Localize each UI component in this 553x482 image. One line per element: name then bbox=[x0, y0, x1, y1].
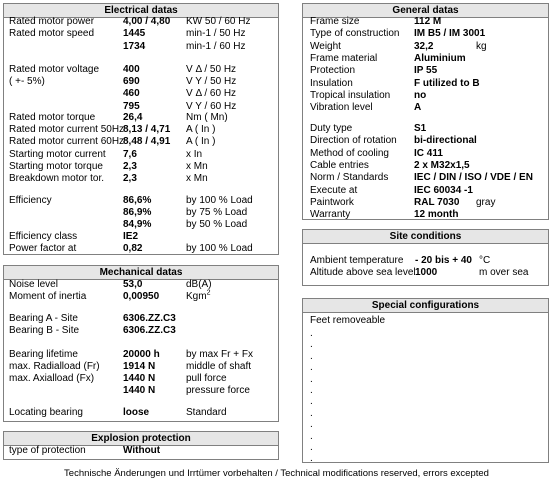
site-row-unit: m over sea bbox=[479, 267, 529, 278]
electrical-row-unit: min-1 / 60 Hz bbox=[186, 40, 246, 52]
general-row-value: 32,2 bbox=[414, 40, 434, 52]
electrical-row-unit: A ( In ) bbox=[186, 136, 216, 148]
electrical-row-value: 2,3 bbox=[123, 173, 137, 184]
general-row-value: IEC 60034 -1 bbox=[414, 184, 473, 196]
special-placeholder-line: . bbox=[310, 385, 313, 396]
electrical-row-value: 690 bbox=[123, 76, 140, 88]
special-placeholder-line: . bbox=[310, 453, 313, 465]
general-row-value: IP 55 bbox=[414, 65, 438, 77]
general-row-value: 12 month bbox=[414, 209, 459, 221]
electrical-row-value: 795 bbox=[123, 100, 140, 112]
electrical-row-unit: by 100 % Load bbox=[186, 195, 253, 206]
general-row-label: Duty type bbox=[310, 123, 353, 134]
mechanical-row-value: 1440 N bbox=[123, 373, 156, 384]
mechanical-row-unit: pull force bbox=[186, 373, 227, 384]
special-placeholder-line: . bbox=[310, 373, 313, 385]
general-row-value: 2 x M32x1,5 bbox=[414, 159, 470, 171]
general-row-value: IM B5 / IM 3001 bbox=[414, 28, 486, 40]
general-row-label: Execute at bbox=[310, 184, 358, 196]
unit-superscript: 2 bbox=[206, 289, 211, 297]
electrical-row-label: Breakdown motor tor. bbox=[9, 173, 105, 184]
electrical-row-value: 1734 bbox=[123, 40, 146, 52]
electrical-row-unit: x In bbox=[186, 148, 203, 160]
electrical-row-value: 86,6% bbox=[123, 195, 152, 206]
electrical-row-value: 26,4 bbox=[123, 112, 143, 123]
general-row-label: Norm / Standards bbox=[310, 172, 389, 184]
general-row-value: IC 411 bbox=[414, 147, 443, 159]
special-placeholder-line: . bbox=[310, 350, 313, 362]
general-row-value: A bbox=[414, 102, 422, 114]
electrical-row-label: Power factor at bbox=[9, 243, 77, 255]
site-row-value: 1000 bbox=[415, 267, 438, 278]
electrical-row-label: Rated motor current 50Hz bbox=[9, 124, 125, 136]
electrical-row-unit: V Y / 60 Hz bbox=[186, 100, 237, 112]
mechanical-row-label: Noise level bbox=[9, 279, 58, 290]
electrical-row-unit: V Y / 50 Hz bbox=[186, 76, 237, 88]
mechanical-row-value: 0,00950 bbox=[123, 291, 160, 302]
special-placeholder-line: . bbox=[310, 430, 313, 442]
mechanical-row-label: max. Radialload (Fr) bbox=[9, 361, 100, 372]
footer-note: Technische Änderungen und Irrtümer vorbehalten / Technical modifications reserved, errors excepted bbox=[64, 468, 489, 479]
electrical-row-label: ( +- 5%) bbox=[9, 76, 45, 88]
mechanical-row-value: 1440 N bbox=[123, 385, 156, 396]
electrical-row-value: 8,13 / 4,71 bbox=[123, 124, 171, 136]
special-placeholder-line: . bbox=[310, 419, 313, 431]
electrical-row-value: IE2 bbox=[123, 231, 139, 242]
electrical-row-value: 8,48 / 4,91 bbox=[123, 136, 171, 148]
general-row-value: Aluminium bbox=[414, 52, 466, 64]
general-title: General datas bbox=[303, 4, 548, 18]
general-row-label: Weight bbox=[310, 40, 341, 52]
electrical-row-unit: V Δ / 60 Hz bbox=[186, 88, 237, 100]
electrical-row-unit: by 75 % Load bbox=[186, 207, 248, 219]
general-row-label: Warranty bbox=[310, 209, 351, 221]
general-row-label: Tropical insulation bbox=[310, 89, 391, 101]
general-row-label: Paintwork bbox=[310, 196, 354, 208]
special-placeholder-line: . bbox=[310, 407, 313, 419]
mechanical-row-label: Bearing lifetime bbox=[9, 349, 78, 360]
electrical-row-label: Efficiency class bbox=[9, 231, 78, 242]
electrical-row-label: Starting motor torque bbox=[9, 160, 103, 172]
general-row-label: Method of cooling bbox=[310, 147, 389, 159]
electrical-row-label: Starting motor current bbox=[9, 148, 106, 160]
general-row-label: Vibration level bbox=[310, 102, 373, 114]
site-row-value: - 20 bis + 40 bbox=[415, 255, 472, 266]
explosion-label: type of protection bbox=[9, 445, 86, 456]
electrical-row-unit: V Δ / 50 Hz bbox=[186, 64, 237, 75]
general-row-value: 112 M bbox=[414, 16, 442, 27]
mechanical-row-label: Bearing B - Site bbox=[9, 325, 80, 336]
electrical-row-value: 4,00 / 4,80 bbox=[123, 16, 171, 27]
special-placeholder-line: . bbox=[310, 396, 313, 408]
site-title: Site conditions bbox=[303, 230, 548, 244]
general-row-label: Direction of rotation bbox=[310, 135, 397, 147]
mechanical-row-label: max. Axialload (Fx) bbox=[9, 373, 95, 384]
general-row-value: no bbox=[414, 89, 427, 101]
electrical-row-unit: min-1 / 50 Hz bbox=[186, 28, 246, 40]
mechanical-row-label: Bearing A - Site bbox=[9, 313, 78, 324]
general-row-unit: kg bbox=[476, 40, 487, 52]
special-first-item: Feet removeable bbox=[310, 315, 386, 326]
electrical-row-unit: x Mn bbox=[186, 160, 208, 172]
general-row-label: Protection bbox=[310, 65, 356, 77]
mechanical-row-unit: by max Fr + Fx bbox=[186, 349, 253, 360]
general-row-value: F utilized to B bbox=[414, 77, 480, 89]
electrical-row-unit: by 50 % Load bbox=[186, 219, 248, 231]
special-title: Special configurations bbox=[303, 299, 548, 313]
mechanical-row-value: 6306.ZZ.C3 bbox=[123, 325, 176, 336]
special-placeholder-line: . bbox=[310, 362, 313, 374]
electrical-row-label: Rated motor voltage bbox=[9, 64, 100, 75]
electrical-row-value: 460 bbox=[123, 88, 140, 100]
mechanical-row-value: 6306.ZZ.C3 bbox=[123, 313, 176, 324]
electrical-row-unit: by 100 % Load bbox=[186, 243, 253, 255]
mechanical-row-value: loose bbox=[123, 407, 150, 418]
electrical-row-value: 84,9% bbox=[123, 219, 152, 231]
general-row-label: Cable entries bbox=[310, 159, 369, 171]
electrical-row-label: Rated motor power bbox=[9, 16, 95, 27]
site-row-label: Ambient temperature bbox=[310, 255, 404, 266]
site-row-unit: °C bbox=[479, 255, 491, 266]
general-row-value: bi-directional bbox=[414, 135, 477, 147]
electrical-row-unit: A ( In ) bbox=[186, 124, 216, 136]
electrical-row-value: 2,3 bbox=[123, 160, 137, 172]
electrical-row-value: 1445 bbox=[123, 28, 146, 40]
special-placeholder-line: . bbox=[310, 442, 313, 453]
mechanical-row-value: 20000 h bbox=[123, 349, 160, 360]
mechanical-row-unit: Kgm$^2$ bbox=[186, 289, 211, 302]
electrical-row-label: Rated motor torque bbox=[9, 112, 96, 123]
electrical-row-value: 400 bbox=[123, 64, 140, 75]
explosion-title: Explosion protection bbox=[4, 432, 278, 446]
general-row-value: S1 bbox=[414, 123, 427, 134]
electrical-row-value: 0,82 bbox=[123, 243, 143, 255]
special-placeholder-line: . bbox=[310, 328, 313, 339]
mechanical-row-unit: dB(A) bbox=[186, 279, 212, 290]
mechanical-row-value: 1914 N bbox=[123, 361, 156, 372]
special-placeholder-line: . bbox=[310, 339, 313, 351]
general-row-label: Insulation bbox=[310, 77, 353, 89]
mechanical-title: Mechanical datas bbox=[4, 266, 278, 280]
general-row-label: Frame material bbox=[310, 52, 378, 64]
explosion-value: Without bbox=[123, 445, 161, 456]
general-row-unit: gray bbox=[476, 196, 496, 208]
electrical-title: Electrical datas bbox=[4, 4, 278, 18]
electrical-row-value: 7,6 bbox=[123, 148, 137, 160]
mechanical-row-label: Moment of inertia bbox=[9, 291, 87, 302]
site-row-label: Altitude above sea level bbox=[310, 267, 416, 278]
general-row-label: Frame size bbox=[310, 16, 360, 27]
mechanical-row-label: Locating bearing bbox=[9, 407, 83, 418]
mechanical-row-unit: pressure force bbox=[186, 385, 250, 396]
mechanical-row-unit: middle of shaft bbox=[186, 361, 252, 372]
electrical-row-label: Efficiency bbox=[9, 195, 52, 206]
electrical-row-unit: Nm ( Mn) bbox=[186, 112, 228, 123]
electrical-row-label: Rated motor speed bbox=[9, 28, 95, 40]
electrical-row-unit: x Mn bbox=[186, 173, 208, 184]
electrical-row-value: 86,9% bbox=[123, 207, 152, 219]
general-row-value: RAL 7030 bbox=[414, 196, 460, 208]
mechanical-row-unit: Standard bbox=[186, 407, 227, 418]
electrical-row-label: Rated motor current 60Hz bbox=[9, 136, 125, 148]
mechanical-row-value: 53,0 bbox=[123, 279, 143, 290]
general-row-value: IEC / DIN / ISO / VDE / EN bbox=[414, 172, 533, 184]
electrical-row-unit: KW 50 / 60 Hz bbox=[186, 16, 251, 27]
general-row-label: Type of construction bbox=[310, 28, 400, 40]
